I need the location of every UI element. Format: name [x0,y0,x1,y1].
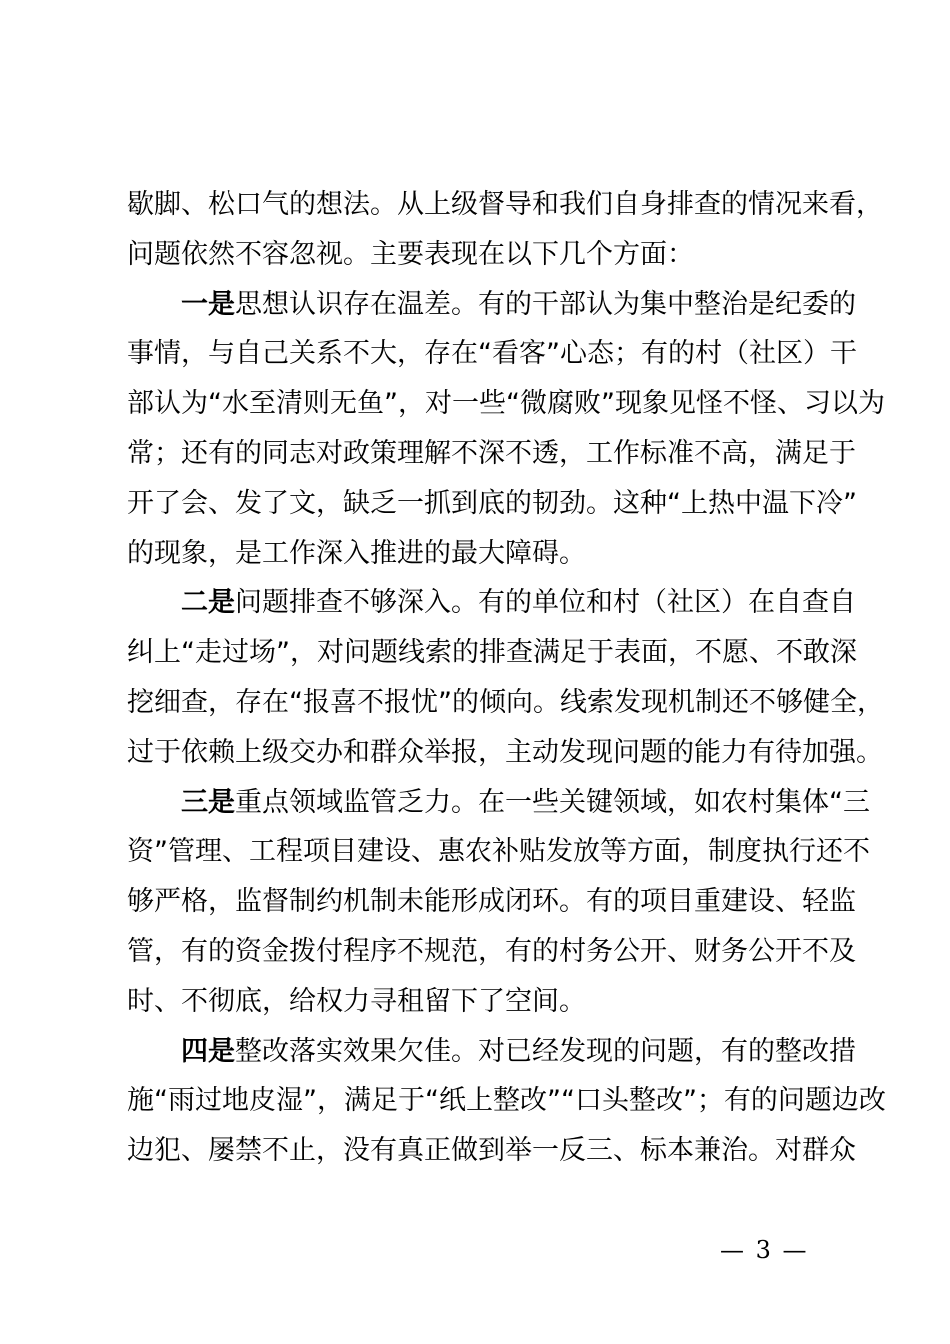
line-text: 过于依赖上级交办和群众举报，主动发现问题的能力有待加强。 [127,736,883,768]
text-line [127,678,884,728]
line-text: 管，有的资金拨付程序不规范，有的村务公开、财务公开不及 [127,935,856,967]
text-line [127,429,856,479]
text-line [127,827,870,877]
line-text: 挖细查，存在“报喜不报忧”的倾向。线索发现机制还不够健全， [127,686,884,718]
line-text: 开了会、发了文，缺乏一抓到底的韧劲。这种“上热中温下冷” [127,487,857,519]
line-text: 纠上“走过场”，对问题线索的排查满足于表面，不愿、不敢深 [127,637,857,669]
line-text: 边犯、屡禁不止，没有真正做到举一反三、标本兼治。对群众 [127,1135,856,1167]
line-text: 的现象，是工作深入推进的最大障碍。 [127,537,586,569]
line-text: 常；还有的同志对政策理解不深不透，工作标准不高，满足于 [127,437,856,469]
document-body [127,180,886,1176]
text-line [127,329,857,379]
line-text: 思想认识存在温差。有的干部认为集中整治是纪委的 [235,288,856,320]
text-line [127,1076,886,1126]
line-text: 部认为“水至清则无鱼”，对一些“微腐败”现象见怪不怪、习以为 [127,388,885,420]
text-line [127,578,856,628]
text-line [127,230,851,280]
text-line [127,529,851,579]
line-text: 重点领域监管乏力。在一些关键领域，如农村集体“三 [235,786,870,818]
text-line [127,479,857,529]
line-text: 歇脚、松口气的想法。从上级督导和我们自身排查的情况来看， [127,189,883,220]
text-line [127,927,856,977]
page-number: — 3 — [720,1236,809,1264]
line-text: 问题依然不容忽视。主要表现在以下几个方面： [127,238,694,270]
text-line [127,1126,856,1176]
text-line [127,180,883,230]
line-text: 时、不彻底，给权力寻租留下了空间。 [127,985,586,1017]
paragraph-lead: 一是 [181,288,235,320]
line-text: 问题排查不够深入。有的单位和村（社区）在自查自 [235,587,856,619]
text-line [127,628,857,678]
paragraph-lead: 三是 [181,786,235,818]
line-text: 施“雨过地皮湿”，满足于“纸上整改”“口头整改”；有的问题边改 [127,1085,886,1117]
paragraph-lead: 四是 [181,1035,235,1067]
paragraph-lead: 二是 [181,587,235,619]
text-line [127,728,883,778]
line-text: 资”管理、工程项目建设、惠农补贴发放等方面，制度执行还不 [127,836,870,868]
text-line [127,379,885,429]
line-text: 够严格，监督制约机制未能形成闭环。有的项目重建设、轻监 [127,886,856,918]
text-line [127,778,870,828]
line-text: 整改落实效果欠佳。对已经发现的问题，有的整改措 [235,1035,856,1067]
text-line [127,1027,856,1077]
text-line [127,977,851,1027]
text-line [127,280,856,330]
text-line [127,877,856,927]
line-text: 事情，与自己关系不大，存在“看客”心态；有的村（社区）干 [127,338,857,370]
